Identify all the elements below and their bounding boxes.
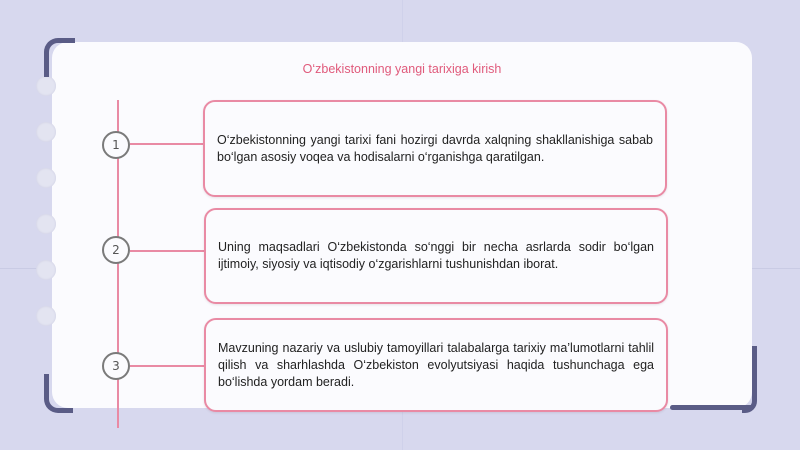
- step-box: [203, 100, 667, 197]
- binder-ring: [36, 306, 56, 326]
- corner-bracket-bottom-right: [670, 405, 754, 410]
- connector-line: [130, 143, 204, 145]
- binder-ring: [36, 76, 56, 96]
- connector-line: [130, 365, 204, 367]
- step-box: [204, 318, 668, 412]
- corner-bracket-bottom-right: [742, 346, 757, 413]
- connector-line: [130, 250, 204, 252]
- step-box: [204, 208, 668, 304]
- binder-ring: [36, 168, 56, 188]
- binder-ring: [36, 122, 56, 142]
- binder-ring: [36, 214, 56, 234]
- step-number-badge: 2: [102, 236, 130, 264]
- step-number-badge: 1: [102, 131, 130, 159]
- corner-bracket-bottom-left: [44, 374, 73, 413]
- step-number-badge: 3: [102, 352, 130, 380]
- binder-ring: [36, 260, 56, 280]
- step-text: Uning maqsadlari O‘zbekistonda so‘nggi bir necha asrlarda sodir bo‘lgan ijtimoiy, siyosiy va iqtisodiy o‘zgarishlarni tushunishdan iborat.: [218, 240, 654, 271]
- step-text: O‘zbekistonning yangi tarixi fani hozirgi davrda xalqning shakllanishiga sabab bo‘lgan asosiy voqea va hodisalarni o‘rganishga qaratilgan.: [217, 132, 653, 164]
- slide-title: O‘zbekistonning yangi tarixiga kirish: [302, 62, 502, 76]
- step-text: Mavzuning nazariy va uslubiy tamoyillari talabalarga tarixiy ma’lumotlarni tahlil qilish va sharhlashda O‘zbekiston evolyutsiyasi haqida tushunchaga ega bo‘lishda yordam beradi.: [218, 340, 654, 389]
